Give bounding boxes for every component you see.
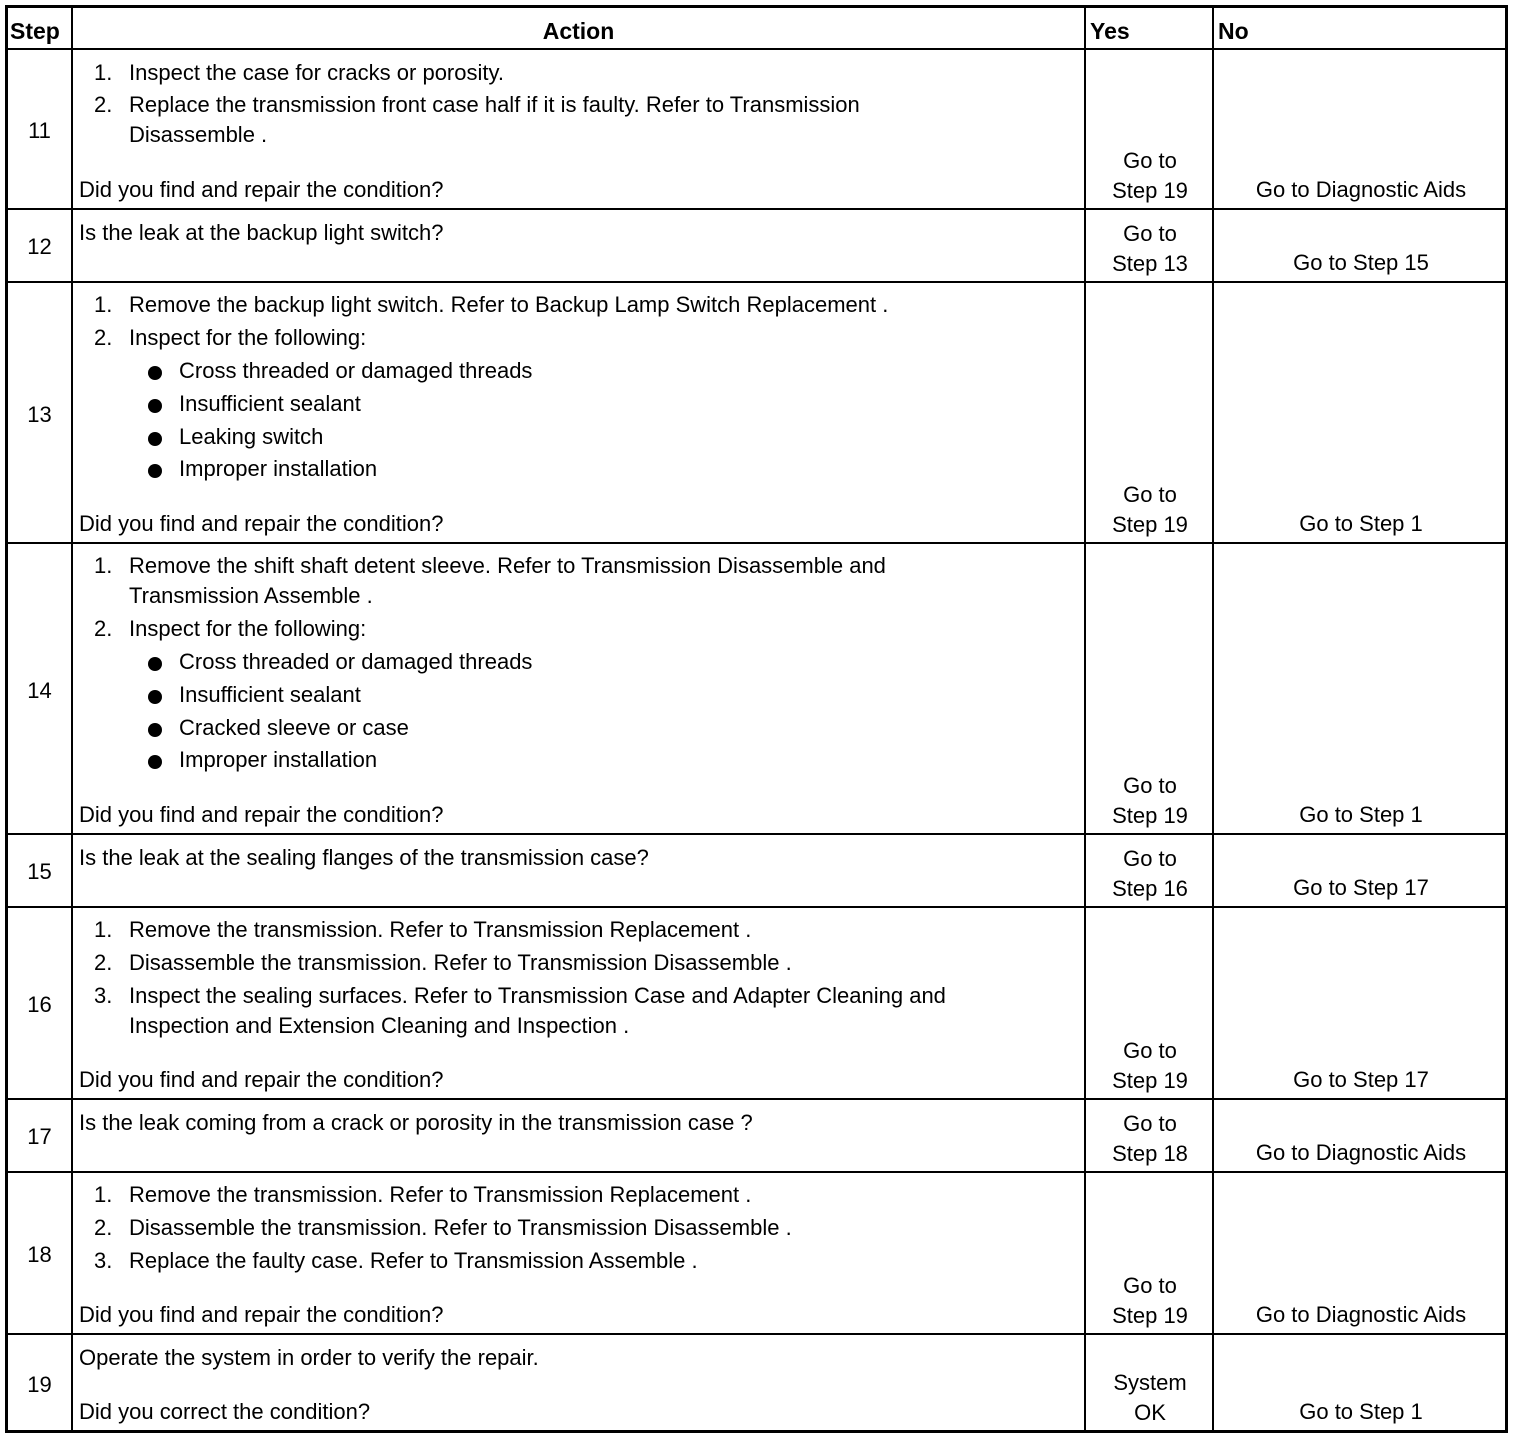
no-link[interactable]: Go to Step 17 [1293, 875, 1429, 900]
list-number: 2. [94, 616, 113, 641]
yes-cell [1086, 844, 1214, 904]
bullet-icon [148, 366, 162, 380]
list-number: 2. [94, 950, 113, 975]
action-question: Is the leak at the backup light switch? [79, 220, 444, 245]
list-number: 2. [94, 325, 113, 350]
list-number: 1. [94, 292, 113, 317]
no-link[interactable]: Go to Step 1 [1299, 802, 1423, 827]
bullet-icon [148, 723, 162, 737]
list-number: 1. [94, 1182, 113, 1207]
yes-link[interactable]: Go to [1123, 846, 1177, 871]
row-divider [8, 1171, 1505, 1173]
row-divider [8, 48, 1505, 50]
yes-link[interactable]: Go to [1123, 1273, 1177, 1298]
bullet-item: Improper installation [179, 456, 378, 481]
bullet-item: Cross threaded or damaged threads [179, 649, 533, 674]
action-question: Did you find and repair the condition? [79, 511, 444, 536]
yes-link[interactable]: Step 19 [1112, 512, 1188, 537]
yes-cell [1086, 480, 1214, 540]
step-number: 16 [27, 992, 52, 1017]
header-action: Action [542, 18, 615, 44]
bullet-item: Leaking switch [179, 424, 324, 449]
yes-link[interactable]: Step 13 [1112, 251, 1188, 276]
yes-result: OK [1134, 1400, 1166, 1425]
step-number: 12 [27, 234, 52, 259]
yes-cell [1086, 1109, 1214, 1169]
yes-link[interactable]: Go to [1123, 1111, 1177, 1136]
yes-cell [1086, 146, 1214, 206]
yes-link[interactable]: Go to [1123, 1038, 1177, 1063]
action-question: Did you find and repair the condition? [79, 1067, 444, 1092]
action-intro: Operate the system in order to verify the repair. [79, 1345, 539, 1370]
list-number: 2. [94, 1215, 113, 1240]
bullet-icon [148, 657, 162, 671]
step-number: 17 [27, 1124, 52, 1149]
no-link[interactable]: Go to Step 17 [1293, 1067, 1429, 1092]
bullet-icon [148, 399, 162, 413]
step-number: 13 [27, 402, 52, 427]
no-link[interactable]: Go to Step 1 [1299, 1399, 1423, 1424]
bullet-item: Cracked sleeve or case [179, 715, 409, 740]
action-item: Inspect the case for cracks or porosity. [129, 60, 504, 85]
action-item: Remove the transmission. Refer to Transmission Replacement . [129, 1182, 752, 1207]
yes-link[interactable]: Go to [1123, 221, 1177, 246]
row-divider [8, 208, 1505, 210]
action-item: Inspection and Extension Cleaning and Inspection . [129, 1013, 630, 1038]
step-number: 11 [28, 118, 51, 143]
yes-cell [1086, 771, 1214, 831]
action-item: Inspect the sealing surfaces. Refer to Transmission Case and Adapter Cleaning and [129, 983, 946, 1008]
no-link[interactable]: Go to Diagnostic Aids [1255, 177, 1467, 202]
header-no: No [1218, 18, 1249, 44]
row-divider [8, 542, 1505, 544]
no-link[interactable]: Go to Step 1 [1299, 511, 1423, 536]
row-divider [8, 906, 1505, 908]
diagnostic-table [5, 5, 1508, 1433]
step-number: 18 [27, 1242, 52, 1267]
step-number: 14 [27, 678, 52, 703]
list-number: 1. [94, 60, 113, 85]
action-item: Inspect for the following: [129, 325, 367, 350]
list-number: 3. [94, 1248, 113, 1273]
row-divider [8, 1098, 1505, 1100]
action-question: Did you find and repair the condition? [79, 177, 444, 202]
row-divider [8, 833, 1505, 835]
action-question: Did you correct the condition? [79, 1399, 371, 1424]
yes-link[interactable]: Step 19 [1112, 1068, 1188, 1093]
action-item: Remove the transmission. Refer to Transmission Replacement . [129, 917, 752, 942]
bullet-item: Cross threaded or damaged threads [179, 358, 533, 383]
step-number: 19 [27, 1372, 52, 1397]
yes-cell [1086, 1368, 1214, 1428]
bullet-item: Improper installation [179, 747, 378, 772]
yes-link[interactable]: Step 18 [1112, 1141, 1188, 1166]
yes-cell [1086, 1271, 1214, 1331]
yes-link[interactable]: Step 19 [1112, 803, 1188, 828]
yes-link[interactable]: Go to [1123, 773, 1177, 798]
action-item: Transmission Assemble . [129, 583, 373, 608]
yes-cell [1086, 219, 1214, 279]
header-yes: Yes [1090, 18, 1130, 44]
bullet-item: Insufficient sealant [179, 391, 361, 416]
bullet-icon [148, 755, 162, 769]
yes-link[interactable]: Go to [1123, 482, 1177, 507]
yes-result: System [1113, 1370, 1187, 1395]
bullet-icon [148, 432, 162, 446]
list-number: 1. [94, 917, 113, 942]
action-item: Replace the faulty case. Refer to Transmission Assemble . [129, 1248, 698, 1273]
action-question: Is the leak coming from a crack or porosity in the transmission case ? [79, 1110, 753, 1135]
no-link[interactable]: Go to Diagnostic Aids [1255, 1302, 1467, 1327]
list-number: 2. [94, 92, 113, 117]
action-question: Did you find and repair the condition? [79, 802, 444, 827]
action-item: Disassemble the transmission. Refer to Transmission Disassemble . [129, 950, 792, 975]
action-item: Disassemble . [129, 122, 268, 147]
yes-link[interactable]: Step 16 [1112, 876, 1188, 901]
action-item: Inspect for the following: [129, 616, 367, 641]
yes-link[interactable]: Step 19 [1112, 1303, 1188, 1328]
bullet-icon [148, 464, 162, 478]
yes-cell [1086, 1036, 1214, 1096]
list-number: 1. [94, 553, 113, 578]
header-step: Step [10, 18, 60, 44]
action-question: Did you find and repair the condition? [79, 1302, 444, 1327]
action-item: Remove the backup light switch. Refer to Backup Lamp Switch Replacement . [129, 292, 889, 317]
row-divider [8, 1333, 1505, 1335]
bullet-item: Insufficient sealant [179, 682, 361, 707]
action-question: Is the leak at the sealing flanges of the transmission case? [79, 845, 649, 870]
no-link[interactable]: Go to Step 15 [1293, 250, 1429, 275]
yes-link[interactable]: Go to [1123, 148, 1177, 173]
list-number: 3. [94, 983, 113, 1008]
step-number: 15 [27, 859, 52, 884]
action-item: Remove the shift shaft detent sleeve. Refer to Transmission Disassemble and [129, 553, 886, 578]
bullet-icon [148, 690, 162, 704]
no-link[interactable]: Go to Diagnostic Aids [1255, 1140, 1467, 1165]
action-item: Replace the transmission front case half if it is faulty. Refer to Transmission [129, 92, 860, 117]
yes-link[interactable]: Step 19 [1112, 178, 1188, 203]
row-divider [8, 281, 1505, 283]
action-item: Disassemble the transmission. Refer to Transmission Disassemble . [129, 1215, 792, 1240]
column-divider [71, 8, 73, 1430]
